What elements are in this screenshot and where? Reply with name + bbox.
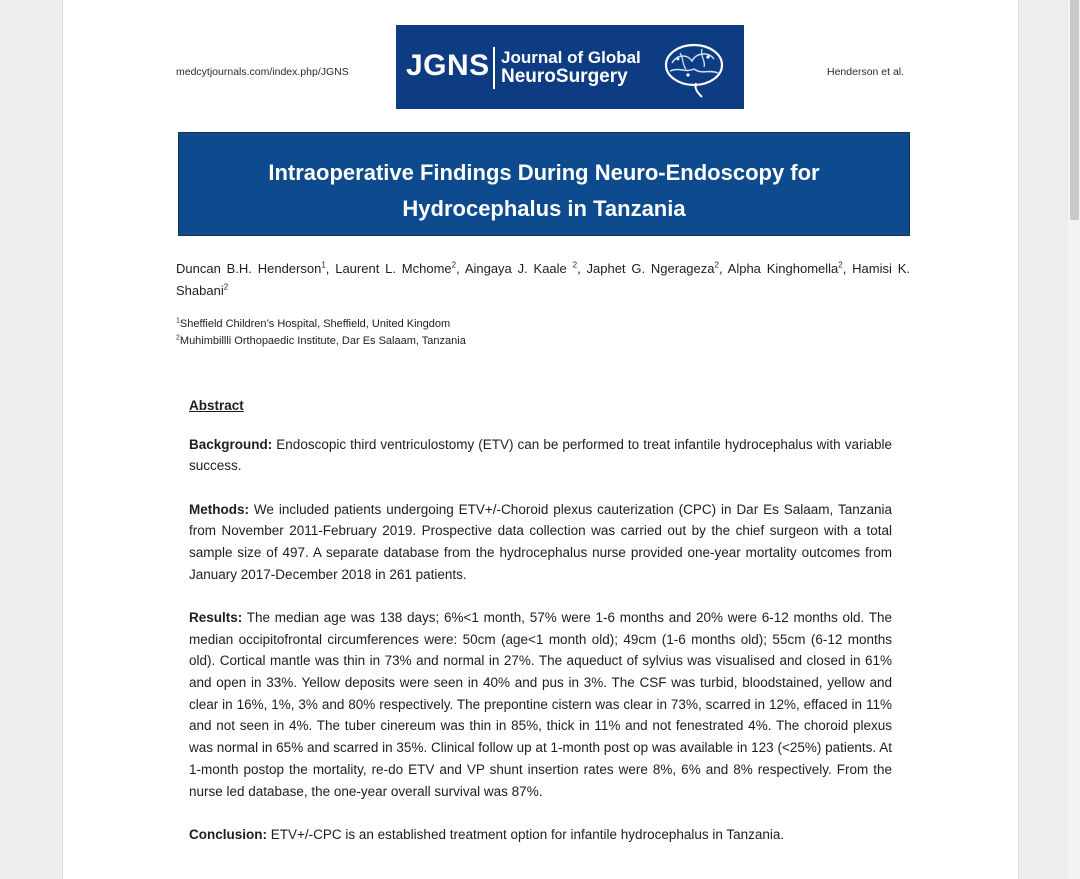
section-text: The median age was 138 days; 6%<1 month, 57% were 1-6 months and 20% were 6-12 months old. The median occipitofrontal circumferences were: 50cm (age<1 month old); 49cm (1-6 months old); 55cm (6-12 months old). Cortical mantle was thin in 73% and normal in 27%. The aqueduct of sylvius was visualised and closed in 61% and open in 33%. Yellow deposits were seen in 40% and pus in 3%. The CSF was turbid, bloodstained, yellow and clear in 16%, 1%, 3% and 80% respectively. The prepontine cistern was clear in 73%, scarred in 12%, effaced in 11% and not seen in 4%. The tuber cinereum was thin in 85%, thick in 11% and not fenestrated 4%. The choroid plexus was normal in 65% and scarred in 35%. Clinical follow up at 1-month post op was available in 123 (<25%) patients. At 1-month postop the mortality, re-do ETV and VP shunt insertion rates were 8%, 6% and 8% respectively. From the nurse led database, the one-year overall survival was 87%.	[189, 609, 892, 799]
author-affiliation-mark: 2	[223, 282, 229, 292]
author-affiliation-mark: 2	[838, 260, 843, 270]
abstract-results	[189, 607, 892, 802]
section-label: Conclusion:	[189, 826, 267, 842]
section-label: Results:	[189, 609, 243, 625]
author-affiliation-mark: 2	[714, 260, 719, 270]
logo-name-line2: NeuroSurgery	[501, 66, 628, 87]
abstract-methods	[189, 499, 892, 586]
paper-page	[62, 0, 1019, 879]
abstract	[189, 395, 892, 867]
author-name: Aingaya J. Kaale	[464, 261, 573, 276]
section-text: ETV+/-CPC is an established treatment option for infantile hydrocephalus in Tanzania.	[267, 826, 785, 842]
author-list: Duncan B.H. Henderson$^1$, Laurent L. Mchome$^2$, Aingaya J. Kaale $^2$, Japhet G. Ngerageza$^2$, Alpha Kinghomella$^2$, Hamisi K. Shabani$^2$	[176, 260, 910, 298]
running-author: Henderson et al.	[827, 66, 905, 78]
author-name: Japhet G. Ngerageza	[586, 261, 715, 276]
affiliation-number: 2	[176, 334, 180, 342]
author-affiliation-mark: 2	[451, 260, 457, 270]
abstract-heading: Abstract	[189, 398, 244, 413]
author-name: Alpha Kinghomella	[727, 261, 839, 276]
scrollbar-thumb[interactable]	[1070, 0, 1079, 220]
affiliation-line	[176, 316, 466, 333]
author-name: Laurent L. Mchome	[335, 261, 452, 276]
affiliation-number: 1	[176, 317, 180, 325]
brain-icon	[658, 35, 738, 101]
author-name: Duncan B.H. Henderson	[176, 261, 322, 276]
title-box	[178, 132, 910, 236]
logo-abbreviation: JGNS	[406, 49, 490, 82]
affiliation-text: Muhimbillli Orthopaedic Institute, Dar Es Salaam, Tanzania	[179, 335, 466, 347]
affiliations	[176, 316, 466, 350]
section-label: Methods:	[189, 501, 249, 517]
section-text: Endoscopic third ventriculostomy (ETV) can be performed to treat infantile hydrocephalus with variable success.	[189, 436, 892, 474]
journal-logo	[396, 25, 744, 109]
logo-divider	[493, 47, 495, 89]
section-label: Background:	[189, 436, 273, 452]
affiliation-text: Sheffield Children’s Hospital, Sheffield, United Kingdom	[179, 318, 451, 330]
logo-name-line1: Journal of Global	[501, 48, 641, 67]
affiliation-line	[176, 333, 466, 350]
article-title: Intraoperative Findings During Neuro-Endoscopy for Hydrocephalus in Tanzania	[268, 160, 820, 221]
author-affiliation-mark: 2	[572, 260, 578, 270]
author-affiliation-mark: 1	[321, 260, 326, 270]
journal-url: medcytjournals.com/index.php/JGNS	[176, 66, 349, 78]
abstract-background	[189, 434, 892, 477]
section-text: We included patients undergoing ETV+/-Choroid plexus cauterization (CPC) in Dar Es Salaam, Tanzania from November 2011-February 2019. Prospective data collection was carried out by the chief surgeon with a total sample size of 497. A separate database from the hydrocephalus nurse provided one-year mortality outcomes from January 2017-December 2018 in 261 patients.	[189, 501, 892, 582]
abstract-conclusion	[189, 824, 892, 846]
vertical-scrollbar[interactable]	[1068, 0, 1080, 879]
author-name: Hamisi K. Shabani	[176, 261, 910, 298]
